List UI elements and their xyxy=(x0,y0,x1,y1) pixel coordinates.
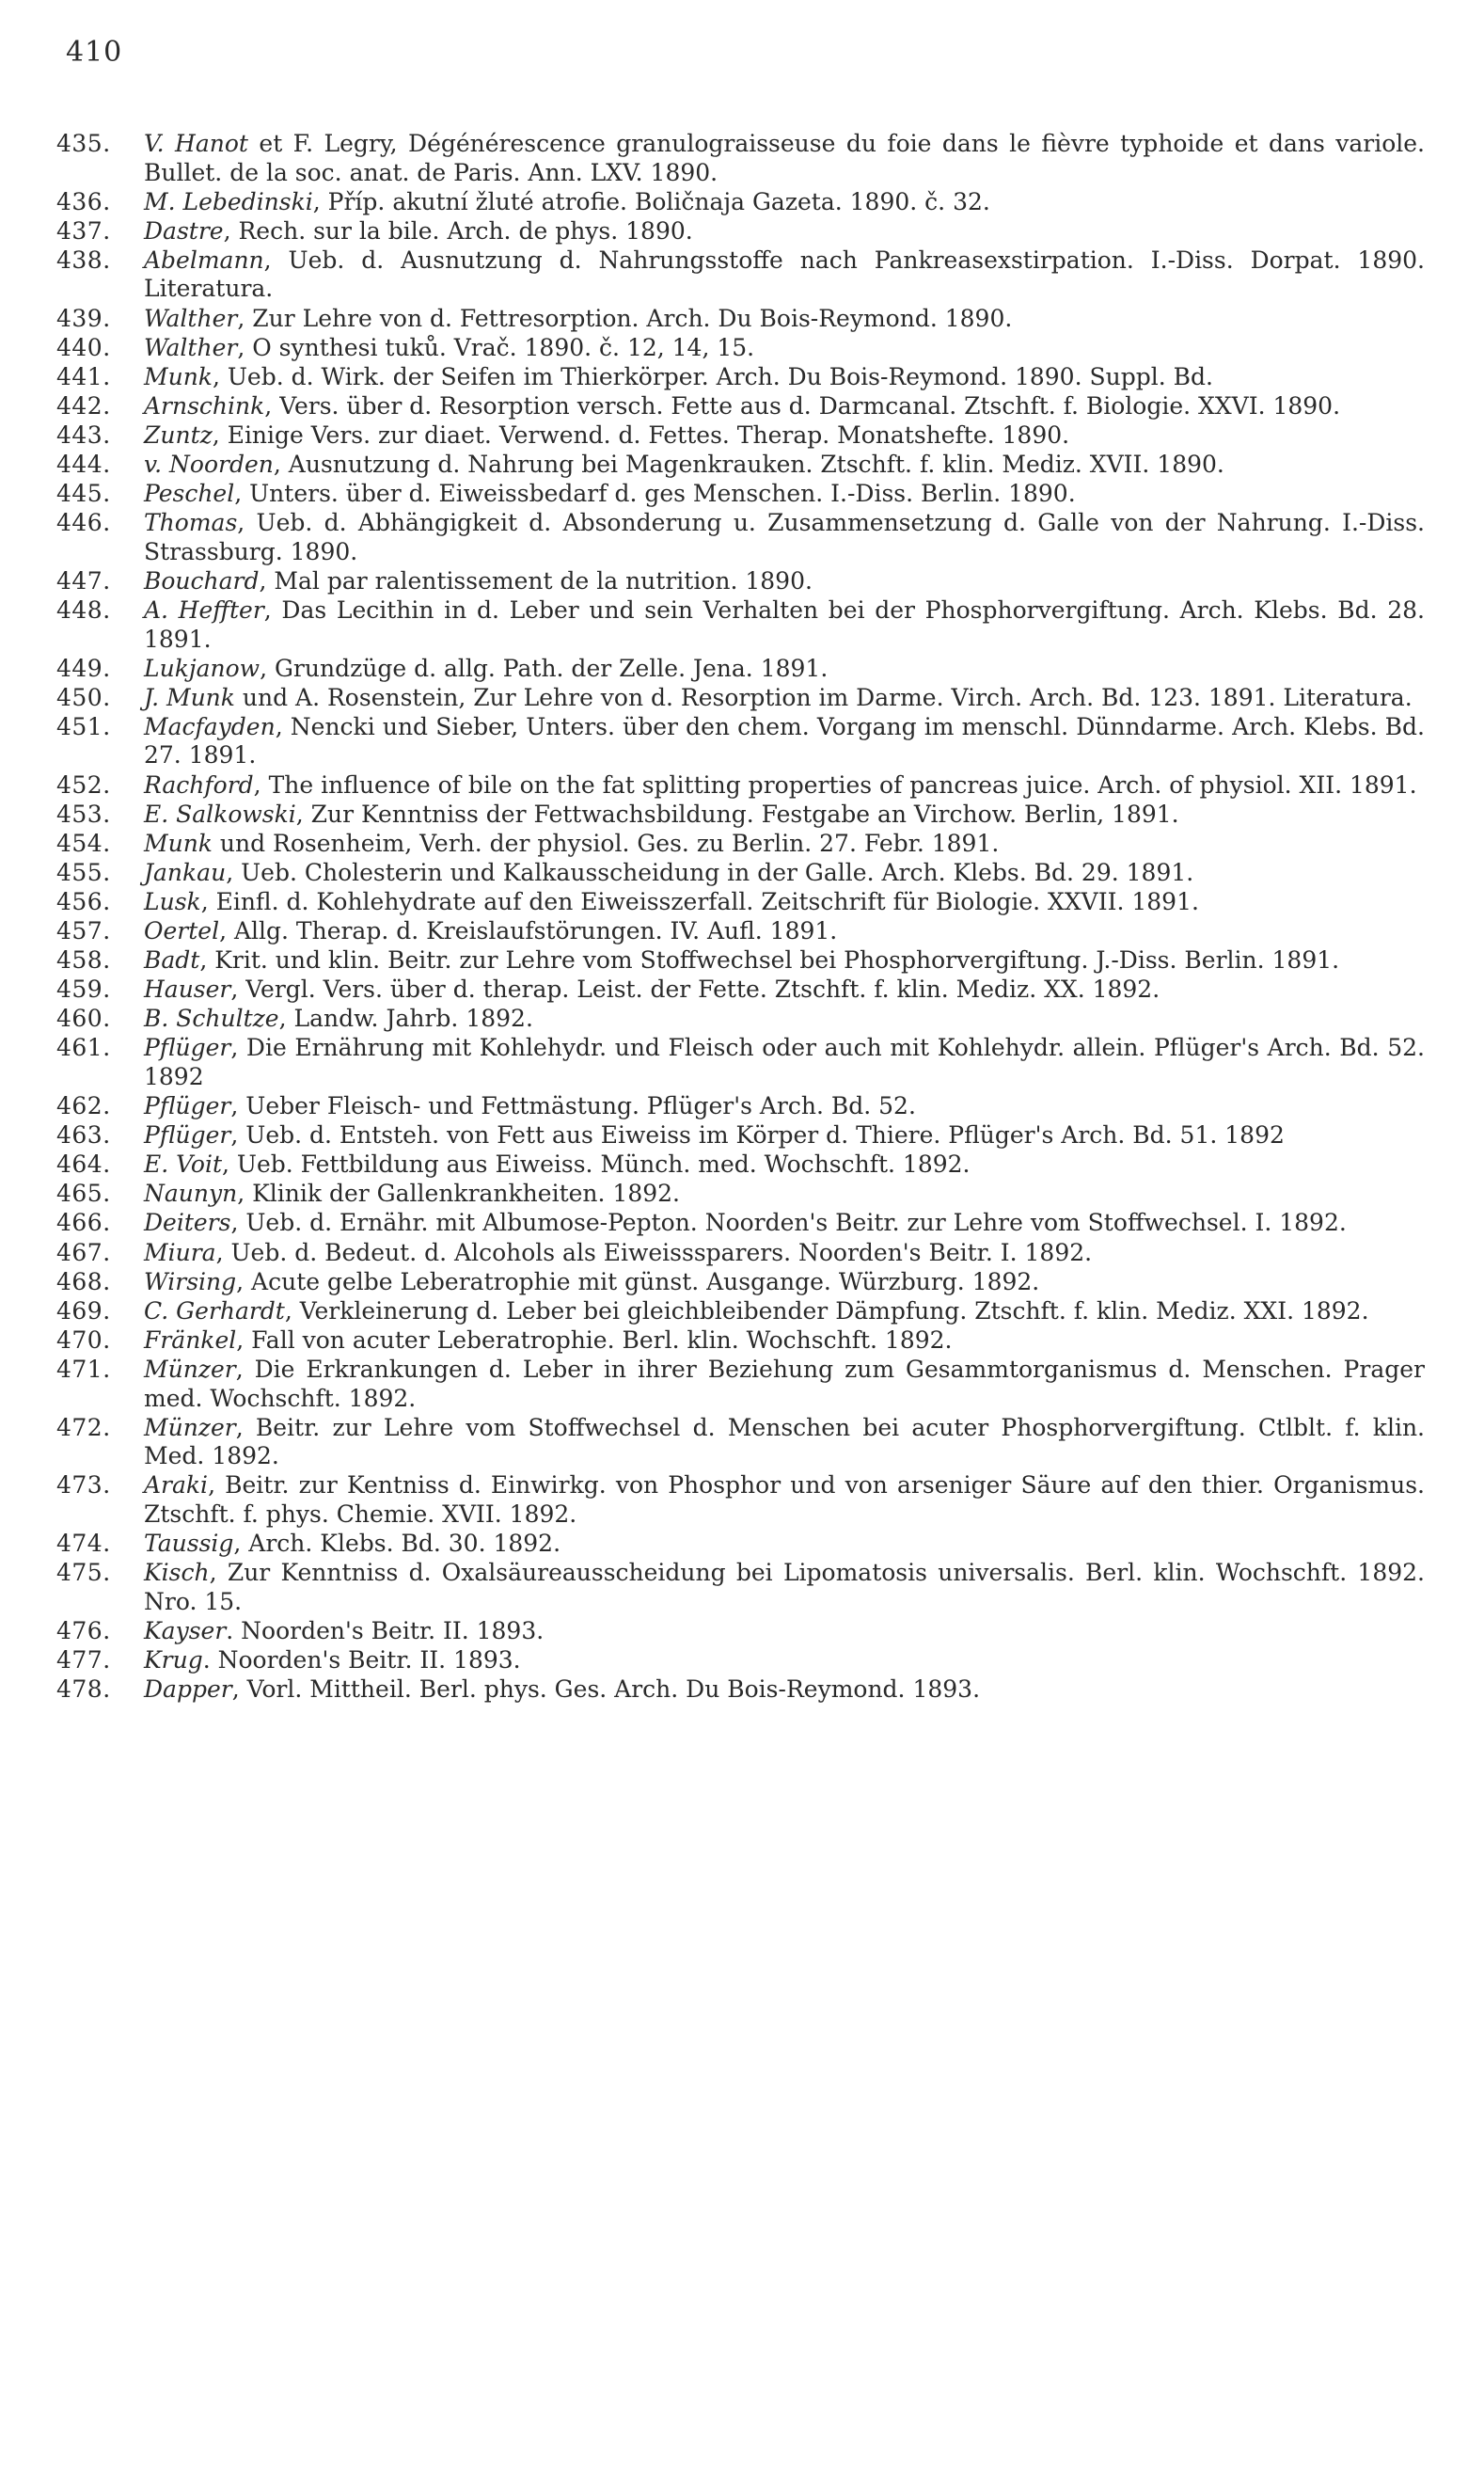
reference-text: , Nencki und Sieber, Unters. über den chem. Vorgang im menschl. Dünndarme. Arch. Klebs. Bd. 27. 1891. xyxy=(144,712,1425,770)
reference-text: , Einfl. d. Kohlehydrate auf den Eiweisszerfall. Zeitschrift für Biologie. XXVII. 1891. xyxy=(200,887,1199,915)
reference-author: Deiters xyxy=(144,1209,231,1237)
reference-text: , Arch. Klebs. Bd. 30. 1892. xyxy=(233,1530,561,1557)
reference-author: E. Voit xyxy=(144,1151,222,1179)
reference-number: 455. xyxy=(56,858,111,886)
reference-author: Zuntz xyxy=(144,421,213,449)
reference-number: 462. xyxy=(56,1092,111,1120)
reference-number: 473. xyxy=(56,1471,111,1500)
reference-author: Abelmann xyxy=(144,246,264,274)
reference-author: Munk xyxy=(144,829,213,857)
reference-author: Dastre xyxy=(144,216,224,245)
reference-entry xyxy=(56,305,1425,334)
reference-text: , Krit. und klin. Beitr. zur Lehre vom Stoffwechsel bei Phosphorvergiftung. J.-Diss. Berlin. 1891. xyxy=(199,946,1340,975)
reference-text: , Zur Lehre von d. Fettresorption. Arch. Du Bois-Reymond. 1890. xyxy=(237,304,1013,332)
reference-text: et F. Legry, Dégénérescence granulograisseuse du foie dans le fièvre typhoide et dans variole. Bullet. de la soc. anat. de Paris. Ann. LXV. 1890. xyxy=(144,130,1425,186)
reference-number: 450. xyxy=(56,683,111,711)
reference-author: Bouchard xyxy=(144,566,260,595)
reference-text: , Mal par ralentissement de la nutrition. 1890. xyxy=(259,566,813,595)
reference-author: Thomas xyxy=(144,509,238,537)
reference-number: 452. xyxy=(56,770,111,799)
page-number: 410 xyxy=(66,36,123,69)
reference-number: 445. xyxy=(56,480,111,508)
reference-entry xyxy=(56,363,1425,392)
reference-text: , Ueb. d. Entsteh. von Fett aus Eiweiss im Körper d. Thiere. Pflüger's Arch. Bd. 51. 1892 xyxy=(230,1121,1285,1150)
reference-number: 439. xyxy=(56,304,111,332)
reference-text: , Vergl. Vers. über d. therap. Leist. der Fette. Ztschft. f. klin. Mediz. XX. 1892. xyxy=(230,976,1160,1004)
reference-number: 440. xyxy=(56,333,111,361)
reference-entry xyxy=(56,1326,1425,1356)
reference-entry xyxy=(56,421,1425,451)
reference-entry xyxy=(56,859,1425,888)
reference-number: 449. xyxy=(56,654,111,682)
reference-author: Jankau xyxy=(144,858,227,886)
reference-number: 459. xyxy=(56,976,111,1004)
reference-text: . Noorden's Beitr. II. 1893. xyxy=(226,1616,545,1644)
reference-entry xyxy=(56,946,1425,976)
reference-number: 442. xyxy=(56,391,111,420)
reference-author: Münzer xyxy=(144,1413,236,1441)
reference-number: 435. xyxy=(56,130,111,157)
reference-entry xyxy=(56,976,1425,1005)
reference-text: , Klinik der Gallenkrankheiten. 1892. xyxy=(237,1180,680,1208)
reference-entry xyxy=(56,1646,1425,1675)
reference-author: C. Gerhardt xyxy=(144,1296,285,1325)
reference-text: und Rosenheim, Verh. der physiol. Ges. zu Berlin. 27. Febr. 1891. xyxy=(212,829,1000,857)
reference-author: Pflüger xyxy=(144,1121,231,1150)
reference-text: , Ueb. d. Ernähr. mit Albumose-Pepton. Noorden's Beitr. zur Lehre vom Stoffwechsel. I. 1892. xyxy=(230,1209,1347,1237)
reference-number: 457. xyxy=(56,917,111,945)
reference-entry xyxy=(56,713,1425,770)
reference-number: 438. xyxy=(56,246,111,274)
reference-author: Lusk xyxy=(144,887,201,915)
reference-entry xyxy=(56,1356,1425,1413)
reference-text: , Allg. Therap. d. Kreislaufstörungen. IV. Aufl. 1891. xyxy=(219,917,838,945)
reference-entry xyxy=(56,1617,1425,1646)
reference-author: Taussig xyxy=(144,1530,234,1557)
reference-author: Naunyn xyxy=(144,1180,238,1208)
reference-number: 474. xyxy=(56,1530,111,1557)
reference-text: , Vorl. Mittheil. Berl. phys. Ges. Arch. Du Bois-Reymond. 1893. xyxy=(231,1674,981,1703)
reference-entry xyxy=(56,771,1425,801)
reference-author: Miura xyxy=(144,1238,216,1266)
reference-text: , Ueb. d. Bedeut. d. Alcohols als Eiweisssparers. Noorden's Beitr. I. 1892. xyxy=(215,1238,1093,1266)
reference-number: 447. xyxy=(56,566,111,595)
reference-text: , Ueb. d. Ausnutzung d. Nahrungsstoffe nach Pankreasexstirpation. I.-Diss. Dorpat. 1890. Literatura. xyxy=(144,246,1425,303)
reference-number: 451. xyxy=(56,712,111,740)
reference-text: , Ueb. Fettbildung aus Eiweiss. Münch. med. Wochschft. 1892. xyxy=(222,1151,971,1179)
reference-entry xyxy=(56,1239,1425,1268)
reference-author: Pflüger xyxy=(144,1092,231,1120)
reference-number: 468. xyxy=(56,1267,111,1295)
reference-text: , Grundzüge d. allg. Path. der Zelle. Jena. 1891. xyxy=(260,654,829,682)
reference-text: , Ueb. Cholesterin und Kalkausscheidung in der Galle. Arch. Klebs. Bd. 29. 1891. xyxy=(226,858,1194,886)
reference-author: Walther xyxy=(144,304,238,332)
reference-author: v. Noorden xyxy=(144,451,274,479)
reference-number: 458. xyxy=(56,946,111,975)
reference-entry xyxy=(56,917,1425,946)
reference-author: B. Schultze xyxy=(144,1005,279,1033)
reference-number: 448. xyxy=(56,596,111,624)
reference-text: , Das Lecithin in d. Leber und sein Verhalten bei der Phosphorvergiftung. Arch. Klebs. Bd. 28. 1891. xyxy=(144,596,1425,653)
reference-text: , Verkleinerung d. Leber bei gleichbleibender Dämpfung. Ztschft. f. klin. Mediz. XXI. 1892. xyxy=(284,1296,1369,1325)
reference-text: , Zur Kenntniss der Fettwachsbildung. Festgabe an Virchow. Berlin, 1891. xyxy=(295,800,1179,828)
reference-number: 460. xyxy=(56,1005,111,1033)
reference-text: , Unters. über d. Eiweissbedarf d. ges Menschen. I.-Diss. Berlin. 1890. xyxy=(234,480,1076,508)
reference-author: Arnschink xyxy=(144,391,265,420)
reference-entry xyxy=(56,392,1425,421)
reference-number: 477. xyxy=(56,1645,111,1674)
reference-author: Kayser xyxy=(144,1616,227,1644)
reference-entry xyxy=(56,1559,1425,1616)
reference-entry xyxy=(56,1268,1425,1297)
reference-number: 461. xyxy=(56,1034,111,1062)
reference-author: Araki xyxy=(144,1471,209,1500)
reference-author: Lukjanow xyxy=(144,654,260,682)
reference-number: 478. xyxy=(56,1674,111,1703)
reference-entry xyxy=(56,888,1425,917)
reference-author: Dapper xyxy=(144,1674,232,1703)
reference-entry xyxy=(56,334,1425,363)
reference-entry xyxy=(56,451,1425,480)
reference-author: Fränkel xyxy=(144,1325,237,1354)
reference-number: 463. xyxy=(56,1121,111,1150)
reference-text: , Ueb. d. Abhängigkeit d. Absonderung u. Zusammensetzung d. Galle von der Nahrung. I.-Diss. Strassburg. 1890. xyxy=(144,509,1425,565)
reference-author: Walther xyxy=(144,333,238,361)
reference-entry xyxy=(56,801,1425,830)
reference-text: , O synthesi tuků. Vrač. 1890. č. 12, 14, 15. xyxy=(237,333,755,361)
reference-entry xyxy=(56,655,1425,684)
reference-number: 467. xyxy=(56,1238,111,1266)
reference-author: Badt xyxy=(144,946,200,975)
reference-entry xyxy=(56,830,1425,859)
reference-text: , Ueber Fleisch- und Fettmästung. Pflüger's Arch. Bd. 52. xyxy=(230,1092,916,1120)
reference-number: 476. xyxy=(56,1616,111,1644)
reference-author: Hauser xyxy=(144,976,231,1004)
reference-entry xyxy=(56,1297,1425,1326)
reference-entry xyxy=(56,596,1425,654)
reference-number: 471. xyxy=(56,1355,111,1383)
reference-text: , Vers. über d. Resorption versch. Fette aus d. Darmcanal. Ztschft. f. Biologie. XXVI. 1890. xyxy=(264,391,1341,420)
reference-author: Munk xyxy=(144,362,213,390)
reference-text: , Příp. akutní žluté atrofie. Boličnaja Gazeta. 1890. č. 32. xyxy=(312,187,990,215)
reference-entry xyxy=(56,1675,1425,1705)
reference-entry xyxy=(56,246,1425,304)
reference-author: M. Lebedinski xyxy=(144,187,313,215)
reference-entry xyxy=(56,1530,1425,1559)
reference-author: Pflüger xyxy=(144,1034,231,1062)
reference-number: 443. xyxy=(56,421,111,449)
reference-number: 454. xyxy=(56,829,111,857)
reference-text: , Rech. sur la bile. Arch. de phys. 1890. xyxy=(223,216,693,245)
reference-number: 446. xyxy=(56,509,111,537)
reference-number: 437. xyxy=(56,216,111,245)
reference-author: E. Salkowski xyxy=(144,800,296,828)
reference-text: , Die Erkrankungen d. Leber in ihrer Beziehung zum Gesammtorganismus d. Menschen. Prager med. Wochschft. 1892. xyxy=(144,1355,1425,1412)
reference-entry xyxy=(56,1092,1425,1121)
reference-text: , Acute gelbe Leberatrophie mit günst. Ausgange. Würzburg. 1892. xyxy=(236,1267,1040,1295)
reference-entry xyxy=(56,217,1425,246)
reference-entry xyxy=(56,1180,1425,1209)
reference-author: Peschel xyxy=(144,480,235,508)
reference-entry xyxy=(56,1471,1425,1529)
reference-entry xyxy=(56,1414,1425,1471)
reference-number: 444. xyxy=(56,451,111,479)
reference-author: Rachford xyxy=(144,770,254,799)
reference-text: , Beitr. zur Kentniss d. Einwirkg. von Phosphor und von arseniger Säure auf den thier. Organismus. Ztschft. f. phys. Chemie. XVII. 1892. xyxy=(144,1471,1425,1528)
reference-entry xyxy=(56,130,1425,187)
reference-author: A. Heffter xyxy=(144,596,264,624)
reference-number: 472. xyxy=(56,1413,111,1441)
reference-number: 466. xyxy=(56,1209,111,1237)
reference-number: 453. xyxy=(56,800,111,828)
reference-entry xyxy=(56,1005,1425,1034)
reference-text: , Zur Kenntniss d. Oxalsäureausscheidung bei Lipomatosis universalis. Berl. klin. Wochschft. 1892. Nro. 15. xyxy=(144,1559,1425,1615)
reference-number: 470. xyxy=(56,1325,111,1354)
reference-entry xyxy=(56,509,1425,566)
reference-text: , Landw. Jahrb. 1892. xyxy=(278,1005,533,1033)
reference-number: 456. xyxy=(56,887,111,915)
reference-number: 469. xyxy=(56,1296,111,1325)
reference-text: , Einige Vers. zur diaet. Verwend. d. Fettes. Therap. Monatshefte. 1890. xyxy=(212,421,1070,449)
reference-list xyxy=(56,130,1425,1705)
reference-text: und A. Rosenstein, Zur Lehre von d. Resorption im Darme. Virch. Arch. Bd. 123. 1891. Literatura. xyxy=(234,683,1413,711)
reference-author: Macfayden xyxy=(144,712,276,740)
reference-text: . Noorden's Beitr. II. 1893. xyxy=(202,1645,521,1674)
reference-number: 464. xyxy=(56,1151,111,1179)
reference-number: 436. xyxy=(56,187,111,215)
reference-author: Wirsing xyxy=(144,1267,237,1295)
reference-text: , The influence of bile on the fat splitting properties of pancreas juice. Arch. of physiol. XII. 1891. xyxy=(253,770,1417,799)
reference-entry xyxy=(56,1034,1425,1091)
reference-author: Krug xyxy=(144,1645,203,1674)
reference-author: V. Hanot xyxy=(144,130,248,157)
reference-number: 465. xyxy=(56,1180,111,1208)
reference-text: , Die Ernährung mit Kohlehydr. und Fleisch oder auch mit Kohlehydr. allein. Pflüger's Arch. Bd. 52. 1892 xyxy=(144,1034,1425,1090)
reference-number: 441. xyxy=(56,362,111,390)
reference-text: , Ausnutzung d. Nahrung bei Magenkrauken. Ztschft. f. klin. Mediz. XVII. 1890. xyxy=(273,451,1224,479)
reference-author: Oertel xyxy=(144,917,220,945)
reference-entry xyxy=(56,1151,1425,1180)
reference-entry xyxy=(56,684,1425,713)
reference-author: J. Munk xyxy=(144,683,235,711)
reference-entry xyxy=(56,1209,1425,1238)
reference-text: , Beitr. zur Lehre vom Stoffwechsel d. Menschen bei acuter Phosphorvergiftung. Ctlblt. f. klin. Med. 1892. xyxy=(144,1413,1425,1470)
reference-entry xyxy=(56,480,1425,509)
reference-text: , Fall von acuter Leberatrophie. Berl. klin. Wochschft. 1892. xyxy=(236,1325,953,1354)
reference-author: Kisch xyxy=(144,1559,210,1587)
reference-entry xyxy=(56,188,1425,217)
reference-entry xyxy=(56,1121,1425,1151)
reference-text: , Ueb. d. Wirk. der Seifen im Thierkörper. Arch. Du Bois-Reymond. 1890. Suppl. Bd. xyxy=(212,362,1213,390)
reference-number: 475. xyxy=(56,1559,111,1587)
reference-entry xyxy=(56,567,1425,596)
reference-author: Münzer xyxy=(144,1355,236,1383)
